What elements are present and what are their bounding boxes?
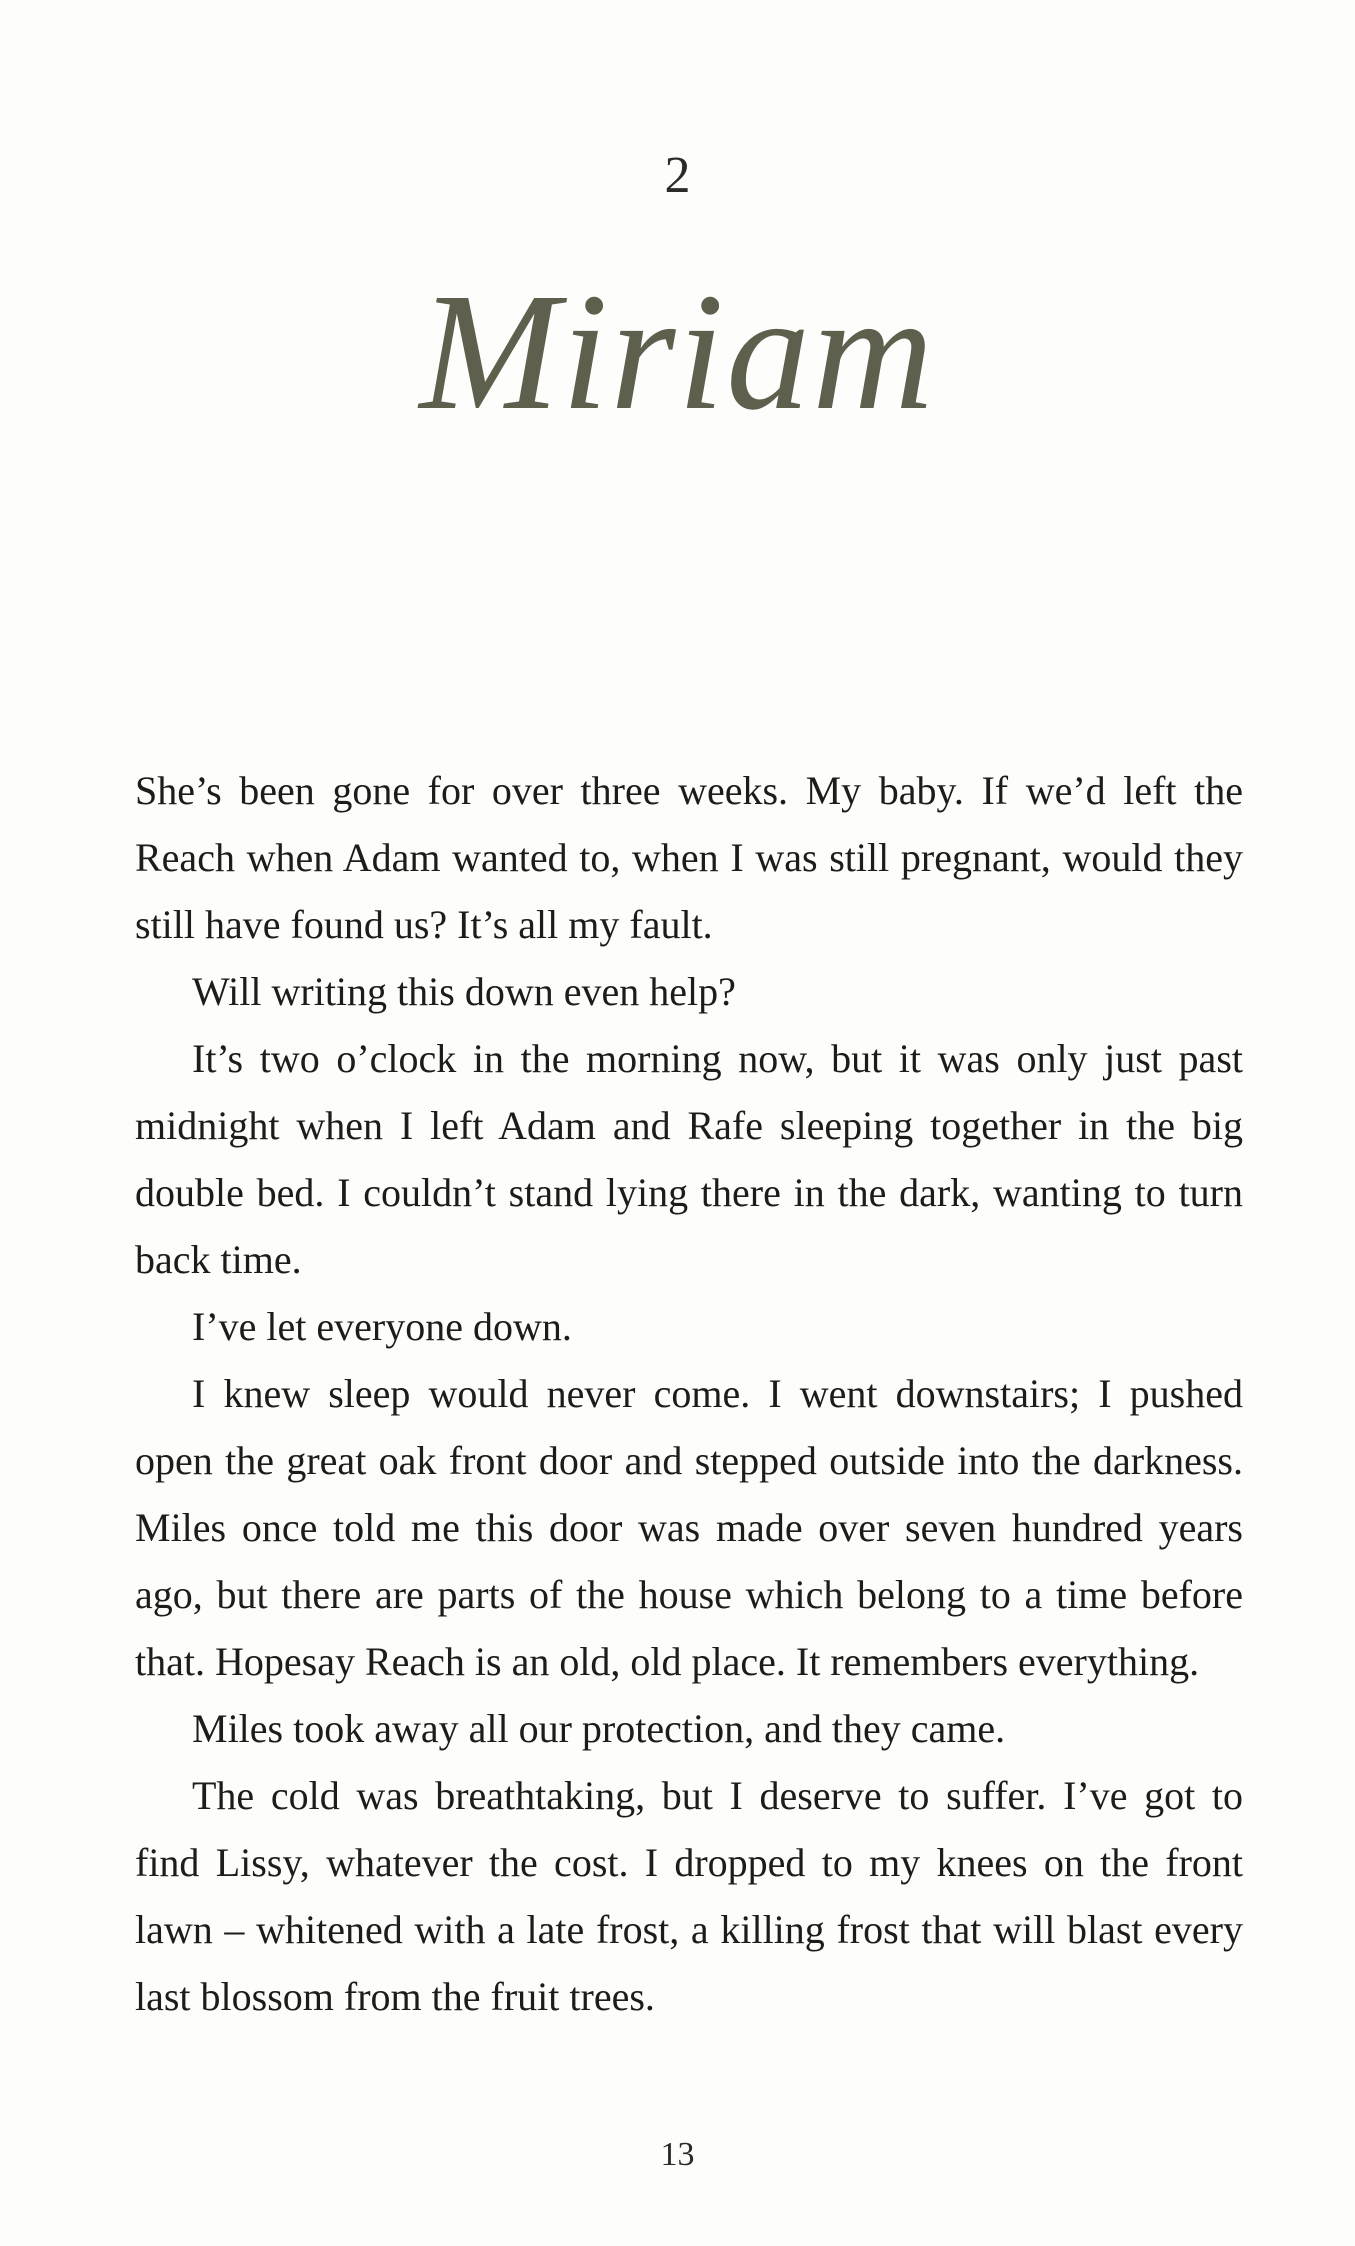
paragraph: I knew sleep would never come. I went downstairs; I pushed open the great oak front door and stepped outside into the darkness. Miles once told me this door was made over seven hundred years ago, but there are parts of the house which belong to a time before that. Hopesay Reach is an old, old place. It remembers everything. bbox=[135, 1371, 1243, 1684]
paragraph: I’ve let everyone down. bbox=[192, 1304, 572, 1349]
paragraph: The cold was breathtaking, but I deserve to suffer. I’ve got to find Lissy, whatever the cost. I dropped to my knees on the front lawn – whitened with a late frost, a killing frost that will blast every last blossom from the fruit trees. bbox=[135, 1773, 1243, 2019]
page-number: 13 bbox=[660, 2136, 695, 2173]
paragraph: Miles took away all our protection, and they came. bbox=[192, 1706, 1006, 1751]
body-text bbox=[135, 757, 1243, 2030]
paragraph: Will writing this down even help? bbox=[192, 969, 736, 1014]
chapter-number: 2 bbox=[664, 147, 691, 204]
paragraph: It’s two o’clock in the morning now, but it was only just past midnight when I left Adam and Rafe sleeping together in the big double bed. I couldn’t stand lying there in the dark, wanting to turn back time. bbox=[135, 1036, 1243, 1282]
chapter-title: Miriam bbox=[419, 259, 936, 445]
paragraph: She’s been gone for over three weeks. My baby. If we’d left the Reach when Adam wanted to, when I was still pregnant, would they still have found us? It’s all my fault. bbox=[135, 768, 1243, 947]
